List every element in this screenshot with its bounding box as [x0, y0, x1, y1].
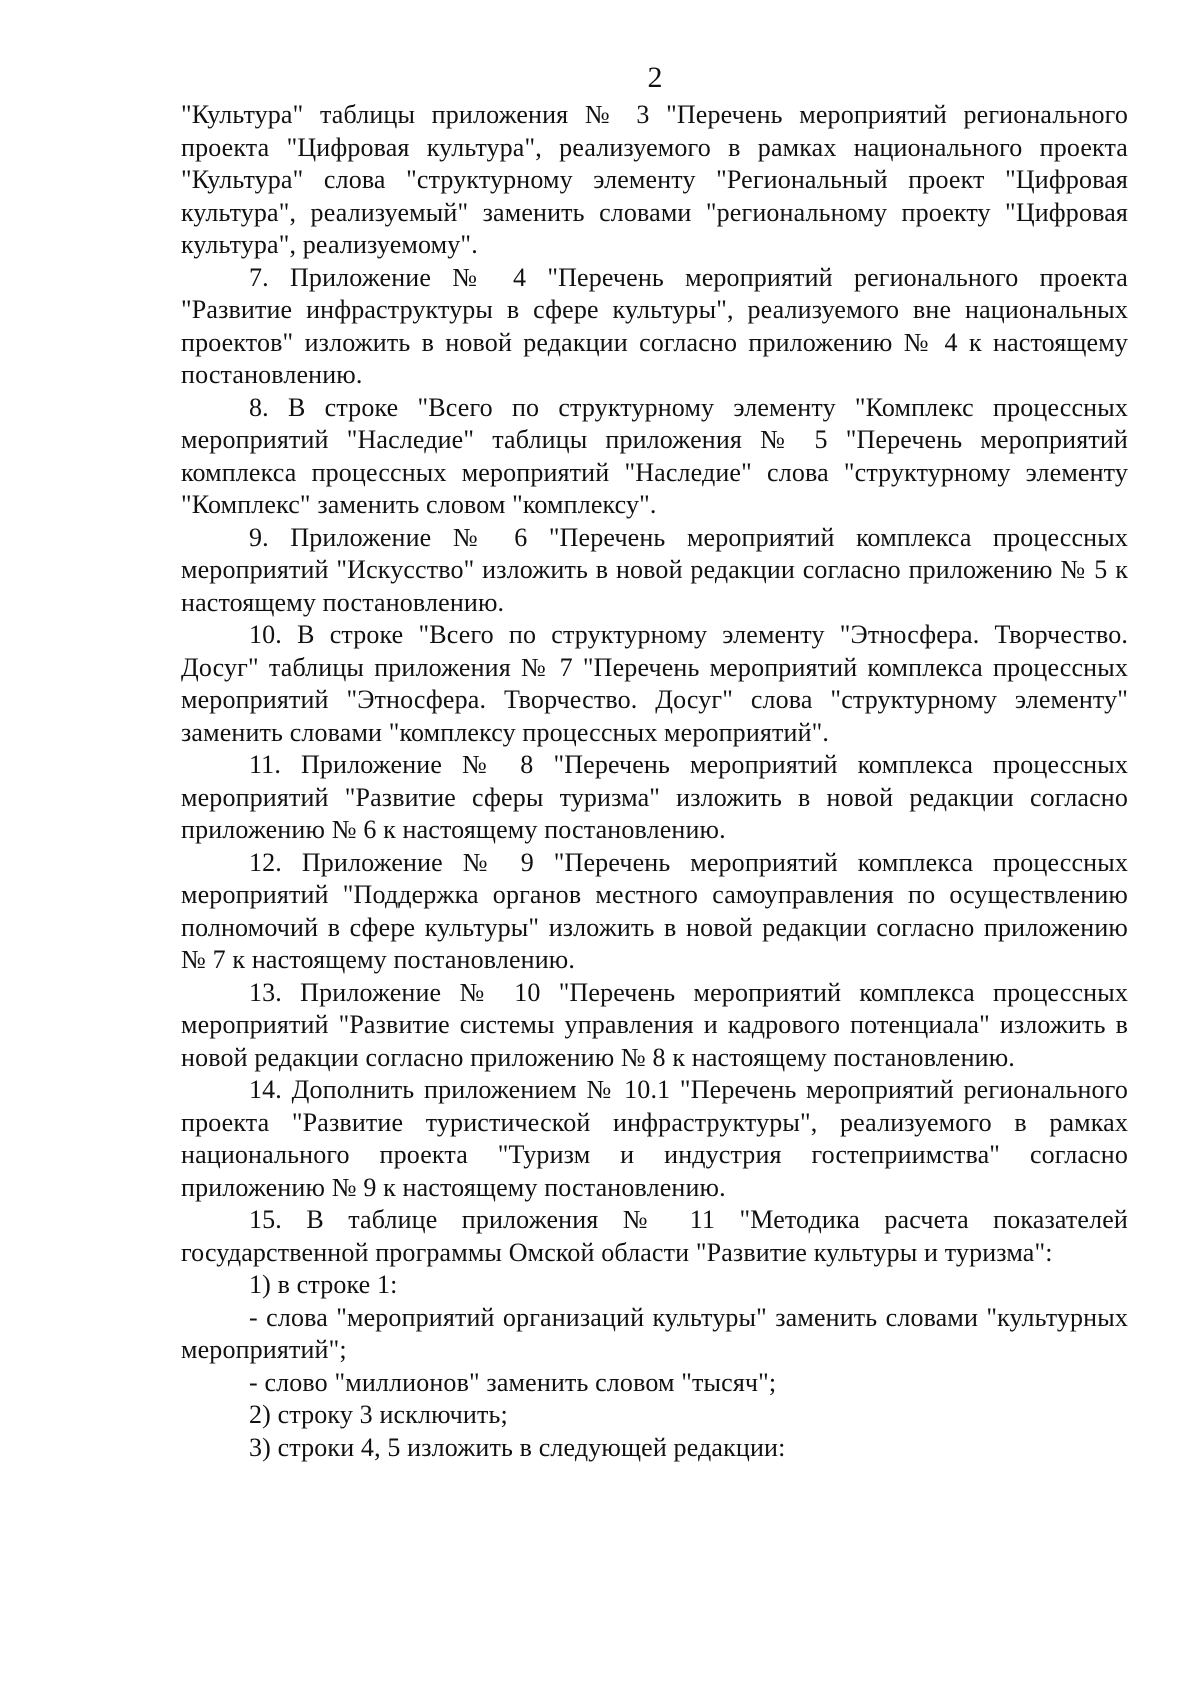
paragraph-item-8: 8. В строке "Всего по структурному элементу "Комплекс процессных мероприятий "Наследие" таблицы приложения № 5 "Перечень мероприятий комплекса процессных мероприятий "Наследие" слова "структурному элементу "Комплекс" заменить словом "комплексу".	[181, 392, 1128, 519]
paragraph-continuation: "Культура" таблицы приложения № 3 "Перечень мероприятий регионального проекта "Цифровая культура", реализуемого в рамках национального проекта "Культура" слова "структурному элементу "Региональный проект "Цифровая культура", реализуемый" заменить словами "региональному проекту "Цифровая культура", реализуемому".	[181, 100, 1128, 259]
paragraph-item-11: 11. Приложение № 8 "Перечень мероприятий комплекса процессных мероприятий "Развитие сферы туризма" изложить в новой редакции согласно приложению № 6 к настоящему постановлению.	[181, 750, 1128, 844]
paragraph-item-7: 7. Приложение № 4 "Перечень мероприятий регионального проекта "Развитие инфраструктуры в сфере культуры", реализуемого вне национальных проектов" изложить в новой редакции согласно приложению № 4 к настоящему постановлению.	[181, 262, 1128, 389]
paragraph-item-9: 9. Приложение № 6 "Перечень мероприятий комплекса процессных мероприятий "Искусство" изложить в новой редакции согласно приложению № 5 к настоящему постановлению.	[181, 522, 1128, 617]
paragraph-item-10: 10. В строке "Всего по структурному элементу "Этносфера. Творчество. Досуг" таблицы приложения № 7 "Перечень мероприятий комплекса процессных мероприятий "Этносфера. Творчество. Досуг" слова "структурному элементу" заменить словами "комплексу процессных мероприятий".	[181, 620, 1128, 747]
paragraph-item-15: 15. В таблице приложения № 11 "Методика расчета показателей государственной программы Омской области "Развитие культуры и туризма":	[181, 1205, 1128, 1267]
paragraph-item-12: 12. Приложение № 9 "Перечень мероприятий комплекса процессных мероприятий "Поддержка органов местного самоуправления по осуществлению полномочий в сфере культуры" изложить в новой редакции согласно приложению № 7 к настоящему постановлению.	[181, 847, 1128, 974]
subitem-1-dash-b: - слово "миллионов" заменить словом "тысяч";	[249, 1367, 777, 1397]
paragraph-item-13: 13. Приложение № 10 "Перечень мероприятий комплекса процессных мероприятий "Развитие системы управления и кадрового потенциала" изложить в новой редакции согласно приложению № 8 к настоящему постановлению.	[181, 977, 1128, 1072]
subitem-1: 1) в строке 1:	[249, 1270, 398, 1299]
paragraph-item-14: 14. Дополнить приложением № 10.1 "Перечень мероприятий регионального проекта "Развитие туристической инфраструктуры", реализуемого в рамках национального проекта "Туризм и индустрия гостеприимства" согласно приложению № 9 к настоящему постановлению.	[181, 1075, 1128, 1202]
document-body	[181, 99, 1128, 1464]
subitem-2: 2) строку 3 исключить;	[249, 1400, 508, 1429]
page-number: 2	[647, 61, 663, 94]
subitem-1-dash-a: - слова "мероприятий организаций культуры" заменить словами "культурных мероприятий";	[181, 1302, 1128, 1364]
subitem-3: 3) строки 4, 5 изложить в следующей редакции:	[249, 1432, 786, 1462]
